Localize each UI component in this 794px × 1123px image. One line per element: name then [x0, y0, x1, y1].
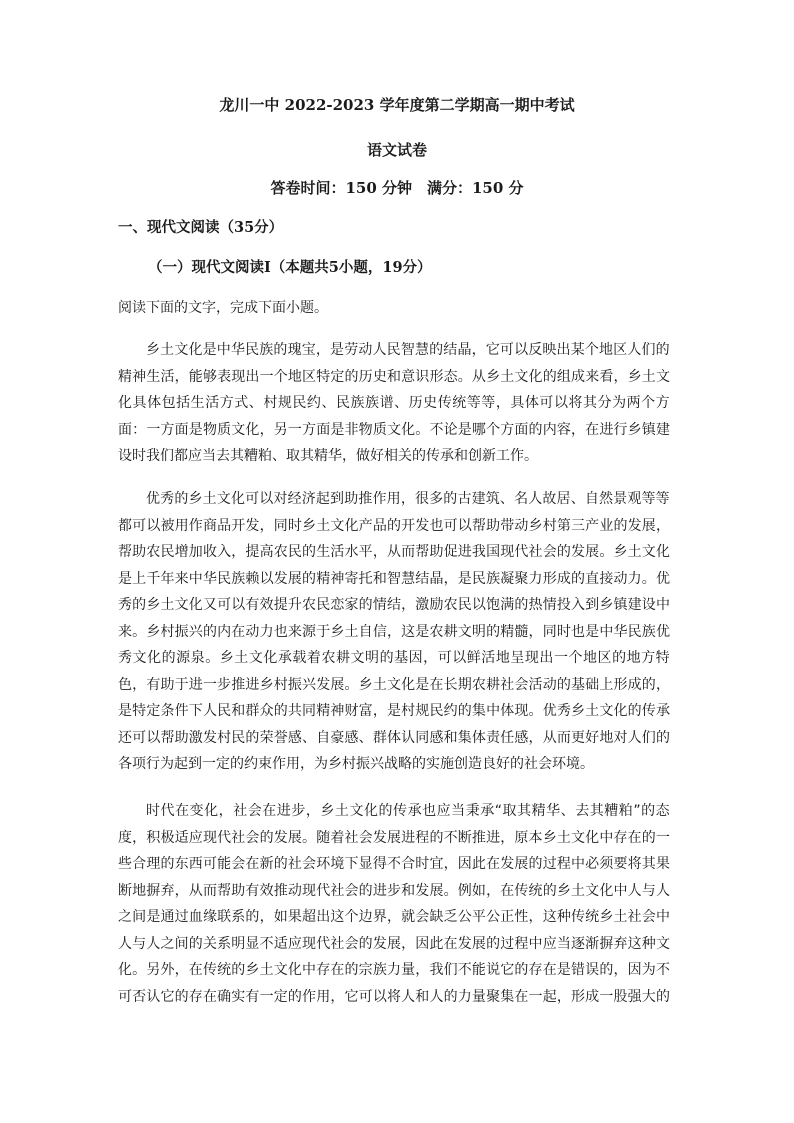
- subsection-heading: （一）现代文阅读Ⅰ（本题共5小题，19分）: [148, 259, 432, 276]
- paragraph: [118, 798, 670, 1010]
- exam-title: 龙川一中 2022-2023 学年度第二学期高一期中考试: [219, 96, 575, 114]
- reading-instruction: 阅读下面的文字，完成下面小题。: [118, 300, 328, 316]
- paragraph-line: 可 否 认 它 的 存 在 确 实 有 一 定 的 作 用 ， 它 可 以 将 人 和 人 的 力 量 聚 集 在 一 起 ， 形 成 一 股 强 大 的: [118, 988, 670, 1005]
- paragraph-line: 化 。 另 外 ， 在 传 统 的 乡 土 文 化 中 存 在 的 宗 族 力 量 ， 我 们 不 能 说 它 的 存 在 是 错 误 的 ， 因 为 不: [118, 962, 670, 978]
- exam-info: 答卷时间：150 分钟 满分：150 分: [270, 179, 524, 197]
- paragraph-line: 秀 的 乡 土 文 化 又 可 以 有 效 提 升 农 民 恋 家 的 情 结 ， 激 励 农 民 以 饱 满 的 热 情 投 入 到 乡 镇 建 设 中: [118, 597, 670, 613]
- paragraph-line: 断 地 摒 弃 ， 从 而 帮 助 有 效 推 动 现 代 社 会 的 进 步 和 发 展 。 例 如 ， 在 传 统 的 乡 土 文 化 中 人 与 人: [118, 882, 670, 899]
- paragraph-line: 度 ， 积 极 适 应 现 代 社 会 的 发 展 。 随 着 社 会 发 展 进 程 的 不 断 推 进 ， 原 本 乡 土 文 化 中 存 在 的 一: [118, 829, 670, 846]
- paragraph-line: 秀 文 化 的 源 泉 。 乡 土 文 化 承 载 着 农 耕 文 明 的 基 因 ， 可 以 鲜 活 地 呈 现 出 一 个 地 区 的 地 方 特: [118, 650, 670, 666]
- paragraph-line: 人 与 人 之 间 的 关 系 明 显 不 适 应 现 代 社 会 的 发 展 ， 因 此 在 发 展 的 过 程 中 应 当 逐 渐 摒 弃 这 种 文: [118, 935, 670, 952]
- paragraph-line: 优 秀 的 乡 土 文 化 可 以 对 经 济 起 到 助 推 作 用 ， 很 多 的 古 建 筑 、 名 人 故 居 、 自 然 景 观 等 等: [146, 491, 670, 507]
- paragraph-line: 是 上 千 年 来 中 华 民 族 赖 以 发 展 的 精 神 寄 托 和 智 慧 结 晶 ， 是 民 族 凝 聚 力 形 成 的 直 接 动 力 。 优: [118, 570, 670, 587]
- paragraph: [118, 486, 670, 778]
- paragraph-line: 精 神 生 活 ， 能 够 表 现 出 一 个 地 区 特 定 的 历 史 和 意 识 形 态 。 从 乡 土 文 化 的 组 成 来 看 ， 乡 土 文: [118, 368, 670, 385]
- paragraph-line: 之 间 是 通 过 血 缘 联 系 的 ， 如 果 超 出 这 个 边 界 ， 就 会 缺 乏 公 平 公 正 性 ， 这 种 传 统 乡 土 社 会 中: [118, 909, 670, 925]
- paragraph-line: 是 特 定 条 件 下 人 民 和 群 众 的 共 同 精 神 财 富 ， 是 村 规 民 约 的 集 中 体 现 。 优 秀 乡 土 文 化 的 传 承: [118, 703, 670, 719]
- paragraph-line: 时 代 在 变 化 ， 社 会 在 进 步 ， 乡 土 文 化 的 传 承 也 应 当 秉 承 “ 取 其 精 华 、 去 其 糟 粕 ” 的 态: [146, 803, 670, 819]
- section-heading: 一、现代文阅读（35分）: [118, 219, 284, 236]
- paragraph-line: 色 ， 有 助 于 进 一 步 推 进 乡 村 振 兴 发 展 。 乡 土 文 化 是 在 长 期 农 耕 社 会 活 动 的 基 础 上 形 成 的 ，: [118, 676, 670, 693]
- paragraph-line: 各项行为起到一定的约束作用，为乡村振兴战略的实施创造良好的社会环境。: [118, 756, 594, 772]
- paragraph-line: 面 ： 一 方 面 是 物 质 文 化 ， 另 一 方 面 是 非 物 质 文 化 。 不 论 是 哪 个 方 面 的 内 容 ， 在 进 行 乡 镇 建: [118, 421, 670, 438]
- paragraph-line: 乡 土 文 化 是 中 华 民 族 的 瑰 宝 ， 是 劳 动 人 民 智 慧 的 结 晶 ， 它 可 以 反 映 出 某 个 地 区 人 们 的: [146, 342, 670, 358]
- paragraph-line: 都 可 以 被 用 作 商 品 开 发 ， 同 时 乡 土 文 化 产 品 的 开 发 也 可 以 帮 助 带 动 乡 村 第 三 产 业 的 发 展 ，: [118, 517, 670, 534]
- paragraph-line: 帮 助 农 民 增 加 收 入 ， 提 高 农 民 的 生 活 水 平 ， 从 而 帮 助 促 进 我 国 现 代 社 会 的 发 展 。 乡 土 文 化: [118, 544, 670, 560]
- paragraph-line: 还 可 以 帮 助 激 发 村 民 的 荣 誉 感 、 自 豪 感 、 群 体 认 同 感 和 集 体 责 任 感 ， 从 而 更 好 地 对 人 们 的: [118, 729, 670, 746]
- exam-subtitle: 语文试卷: [366, 141, 427, 159]
- paragraph-line: 化 具 体 包 括 生 活 方 式 、 村 规 民 约 、 民 族 族 谱 、 历 史 传 统 等 等 ， 具 体 可 以 将 其 分 为 两 个 方: [118, 395, 670, 411]
- paragraph-line: 设时我们都应当去其糟粕、取其精华，做好相关的传承和创新工作。: [118, 448, 538, 464]
- paragraph: [118, 337, 670, 470]
- paragraph-line: 来 。 乡 村 振 兴 的 内 在 动 力 也 来 源 于 乡 土 自 信 ， 这 是 农 耕 文 明 的 精 髓 ， 同 时 也 是 中 华 民 族 优: [118, 623, 670, 640]
- paragraph-line: 些 合 理 的 东 西 可 能 会 在 新 的 社 会 环 境 下 显 得 不 合 时 宜 ， 因 此 在 发 展 的 过 程 中 必 须 要 将 其 果: [118, 856, 670, 872]
